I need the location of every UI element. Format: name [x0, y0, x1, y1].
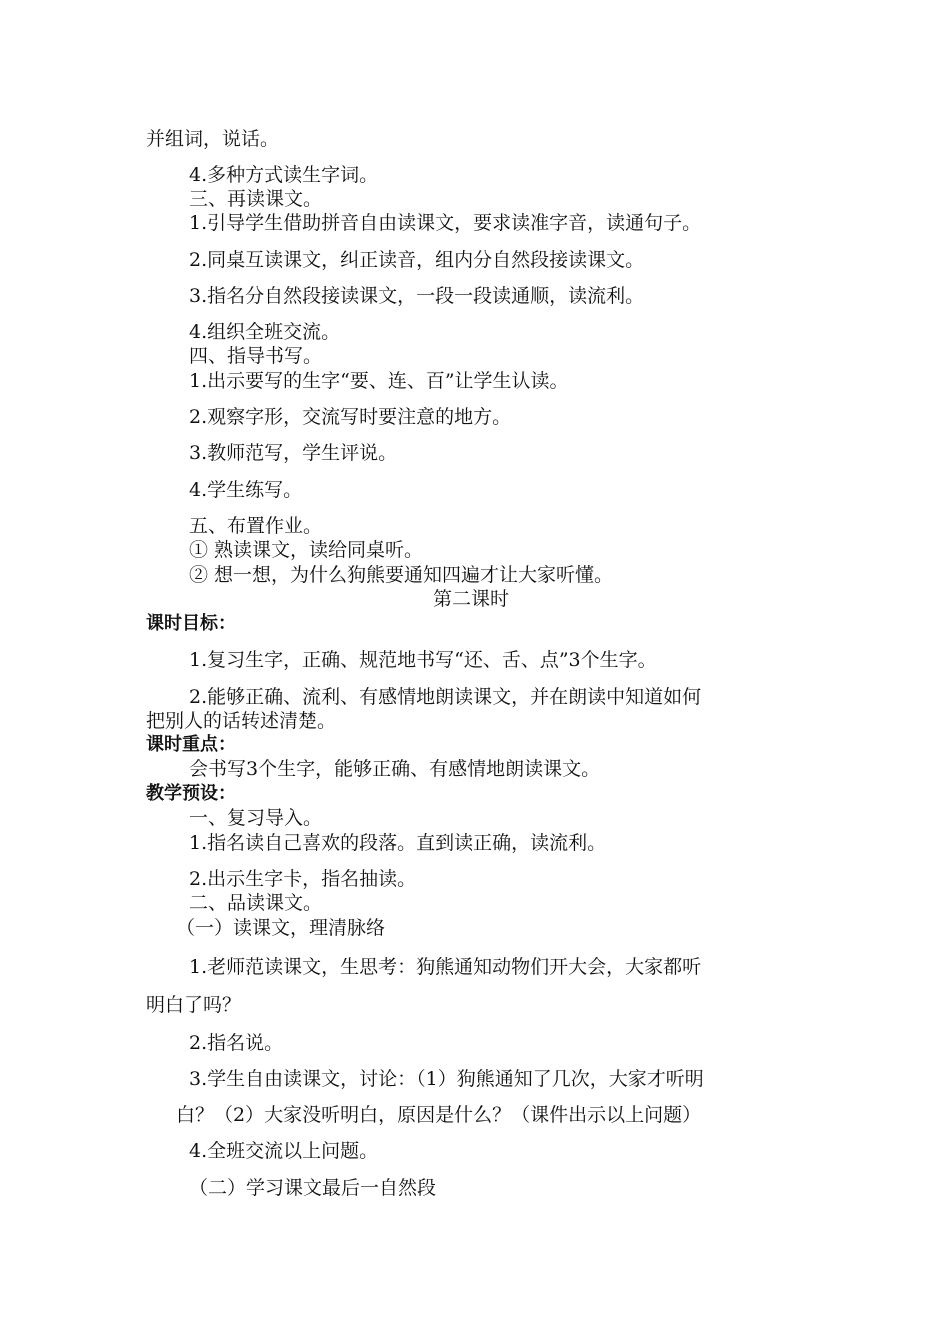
- text-line: 3.指名分自然段接读课文，一段一段读通顺，读流利。: [189, 285, 645, 307]
- text-line: 1.引导学生借助拼音自由读课文，要求读准字音，读通句子。: [189, 212, 702, 234]
- text-line: 2.同桌互读课文，纠正读音，组内分自然段接读课文。: [189, 249, 645, 271]
- text-line: 1.复习生字，正确、规范地书写“还、舌、点”3个生字。: [189, 649, 657, 671]
- text-line: ① 熟读课文，读给同桌听。: [189, 539, 424, 561]
- text-line: 1.指名读自己喜欢的段落。直到读正确，读流利。: [189, 832, 607, 854]
- text-line: 会书写3个生字，能够正确、有感情地朗读课文。: [189, 758, 601, 780]
- text-line: 4.学生练写。: [189, 479, 303, 501]
- section-heading: 四、指导书写。: [189, 345, 323, 367]
- text-line: 4.全班交流以上问题。: [189, 1140, 379, 1162]
- subsection-heading: （一）读课文，理清脉络: [176, 917, 386, 939]
- text-line: 2.出示生字卡，指名抽读。: [189, 868, 417, 890]
- bold-heading: 课时重点：: [146, 734, 236, 755]
- section-heading: 二、品读课文。: [189, 892, 323, 914]
- text-line: 白？（2）大家没听明白，原因是什么？（课件出示以上问题）: [176, 1104, 702, 1126]
- section-heading: 五、布置作业。: [189, 515, 323, 537]
- text-line: 1.老师范读课文，生思考：狗熊通知动物们开大会，大家都听: [189, 956, 702, 978]
- text-line: 2.能够正确、流利、有感情地朗读课文，并在朗读中知道如何: [189, 686, 702, 708]
- text-line: 4.多种方式读生字词。: [189, 164, 379, 186]
- text-line: 2.指名说。: [189, 1032, 284, 1054]
- lesson-title: 第二课时: [433, 588, 510, 610]
- text-line: 1.出示要写的生字“要、连、百”让学生认读。: [189, 370, 569, 392]
- text-line: ② 想一想，为什么狗熊要通知四遍才让大家听懂。: [189, 564, 614, 586]
- bold-heading: 课时目标：: [146, 613, 236, 634]
- section-heading: 三、再读课文。: [189, 188, 323, 210]
- text-line: 3.教师范写，学生评说。: [189, 442, 398, 464]
- text-line: 把别人的话转述清楚。: [146, 710, 337, 732]
- text-line: 2.观察字形，交流写时要注意的地方。: [189, 406, 512, 428]
- subsection-heading: （二）学习课文最后一自然段: [189, 1177, 437, 1199]
- text-line: 并组词，说话。: [146, 128, 280, 150]
- bold-heading: 教学预设：: [146, 783, 236, 804]
- text-line: 3.学生自由读课文，讨论：（1）狗熊通知了几次，大家才听明: [189, 1068, 704, 1090]
- text-line: 明白了吗？: [146, 994, 242, 1016]
- section-heading: 一、复习导入。: [189, 807, 323, 829]
- text-line: 4.组织全班交流。: [189, 321, 341, 343]
